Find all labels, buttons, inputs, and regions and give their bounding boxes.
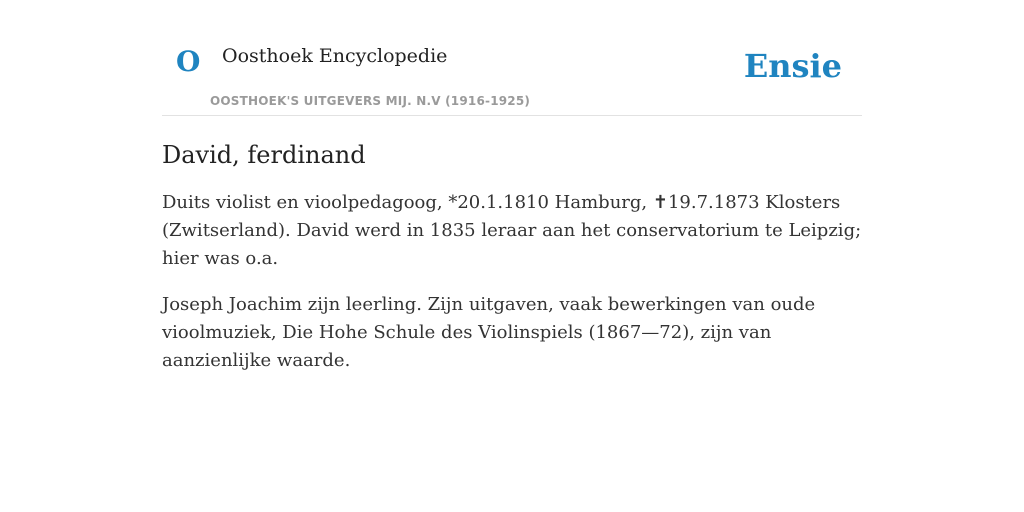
source-header	[162, 0, 862, 116]
entry-paragraph-2: Joseph Joachim zijn leerling. Zijn uitgaven, vaak bewerkingen van oude vioolmuziek, Die Hohe Schule des Violinspiels (1867—72), zijn van aanzienlijke waarde.	[162, 294, 816, 372]
entry-title: David, ferdinand	[162, 141, 366, 169]
entry-paragraph-1: Duits violist en vioolpedagoog, *20.1.1810 Hamburg, ✝19.7.1873 Klosters (Zwitserland). David werd in 1835 leraar aan het conservatorium te Leipzig; hier was o.a.	[162, 192, 862, 270]
page	[162, 0, 862, 375]
source-title-link[interactable]: Oosthoek Encyclopedie	[222, 45, 448, 67]
brand-logo-link[interactable]: Ensie	[743, 47, 842, 85]
source-subtitle: OOSTHOEK'S UITGEVERS MIJ. N.V (1916-1925)	[210, 94, 531, 108]
source-logo-icon[interactable]: O	[176, 45, 201, 78]
